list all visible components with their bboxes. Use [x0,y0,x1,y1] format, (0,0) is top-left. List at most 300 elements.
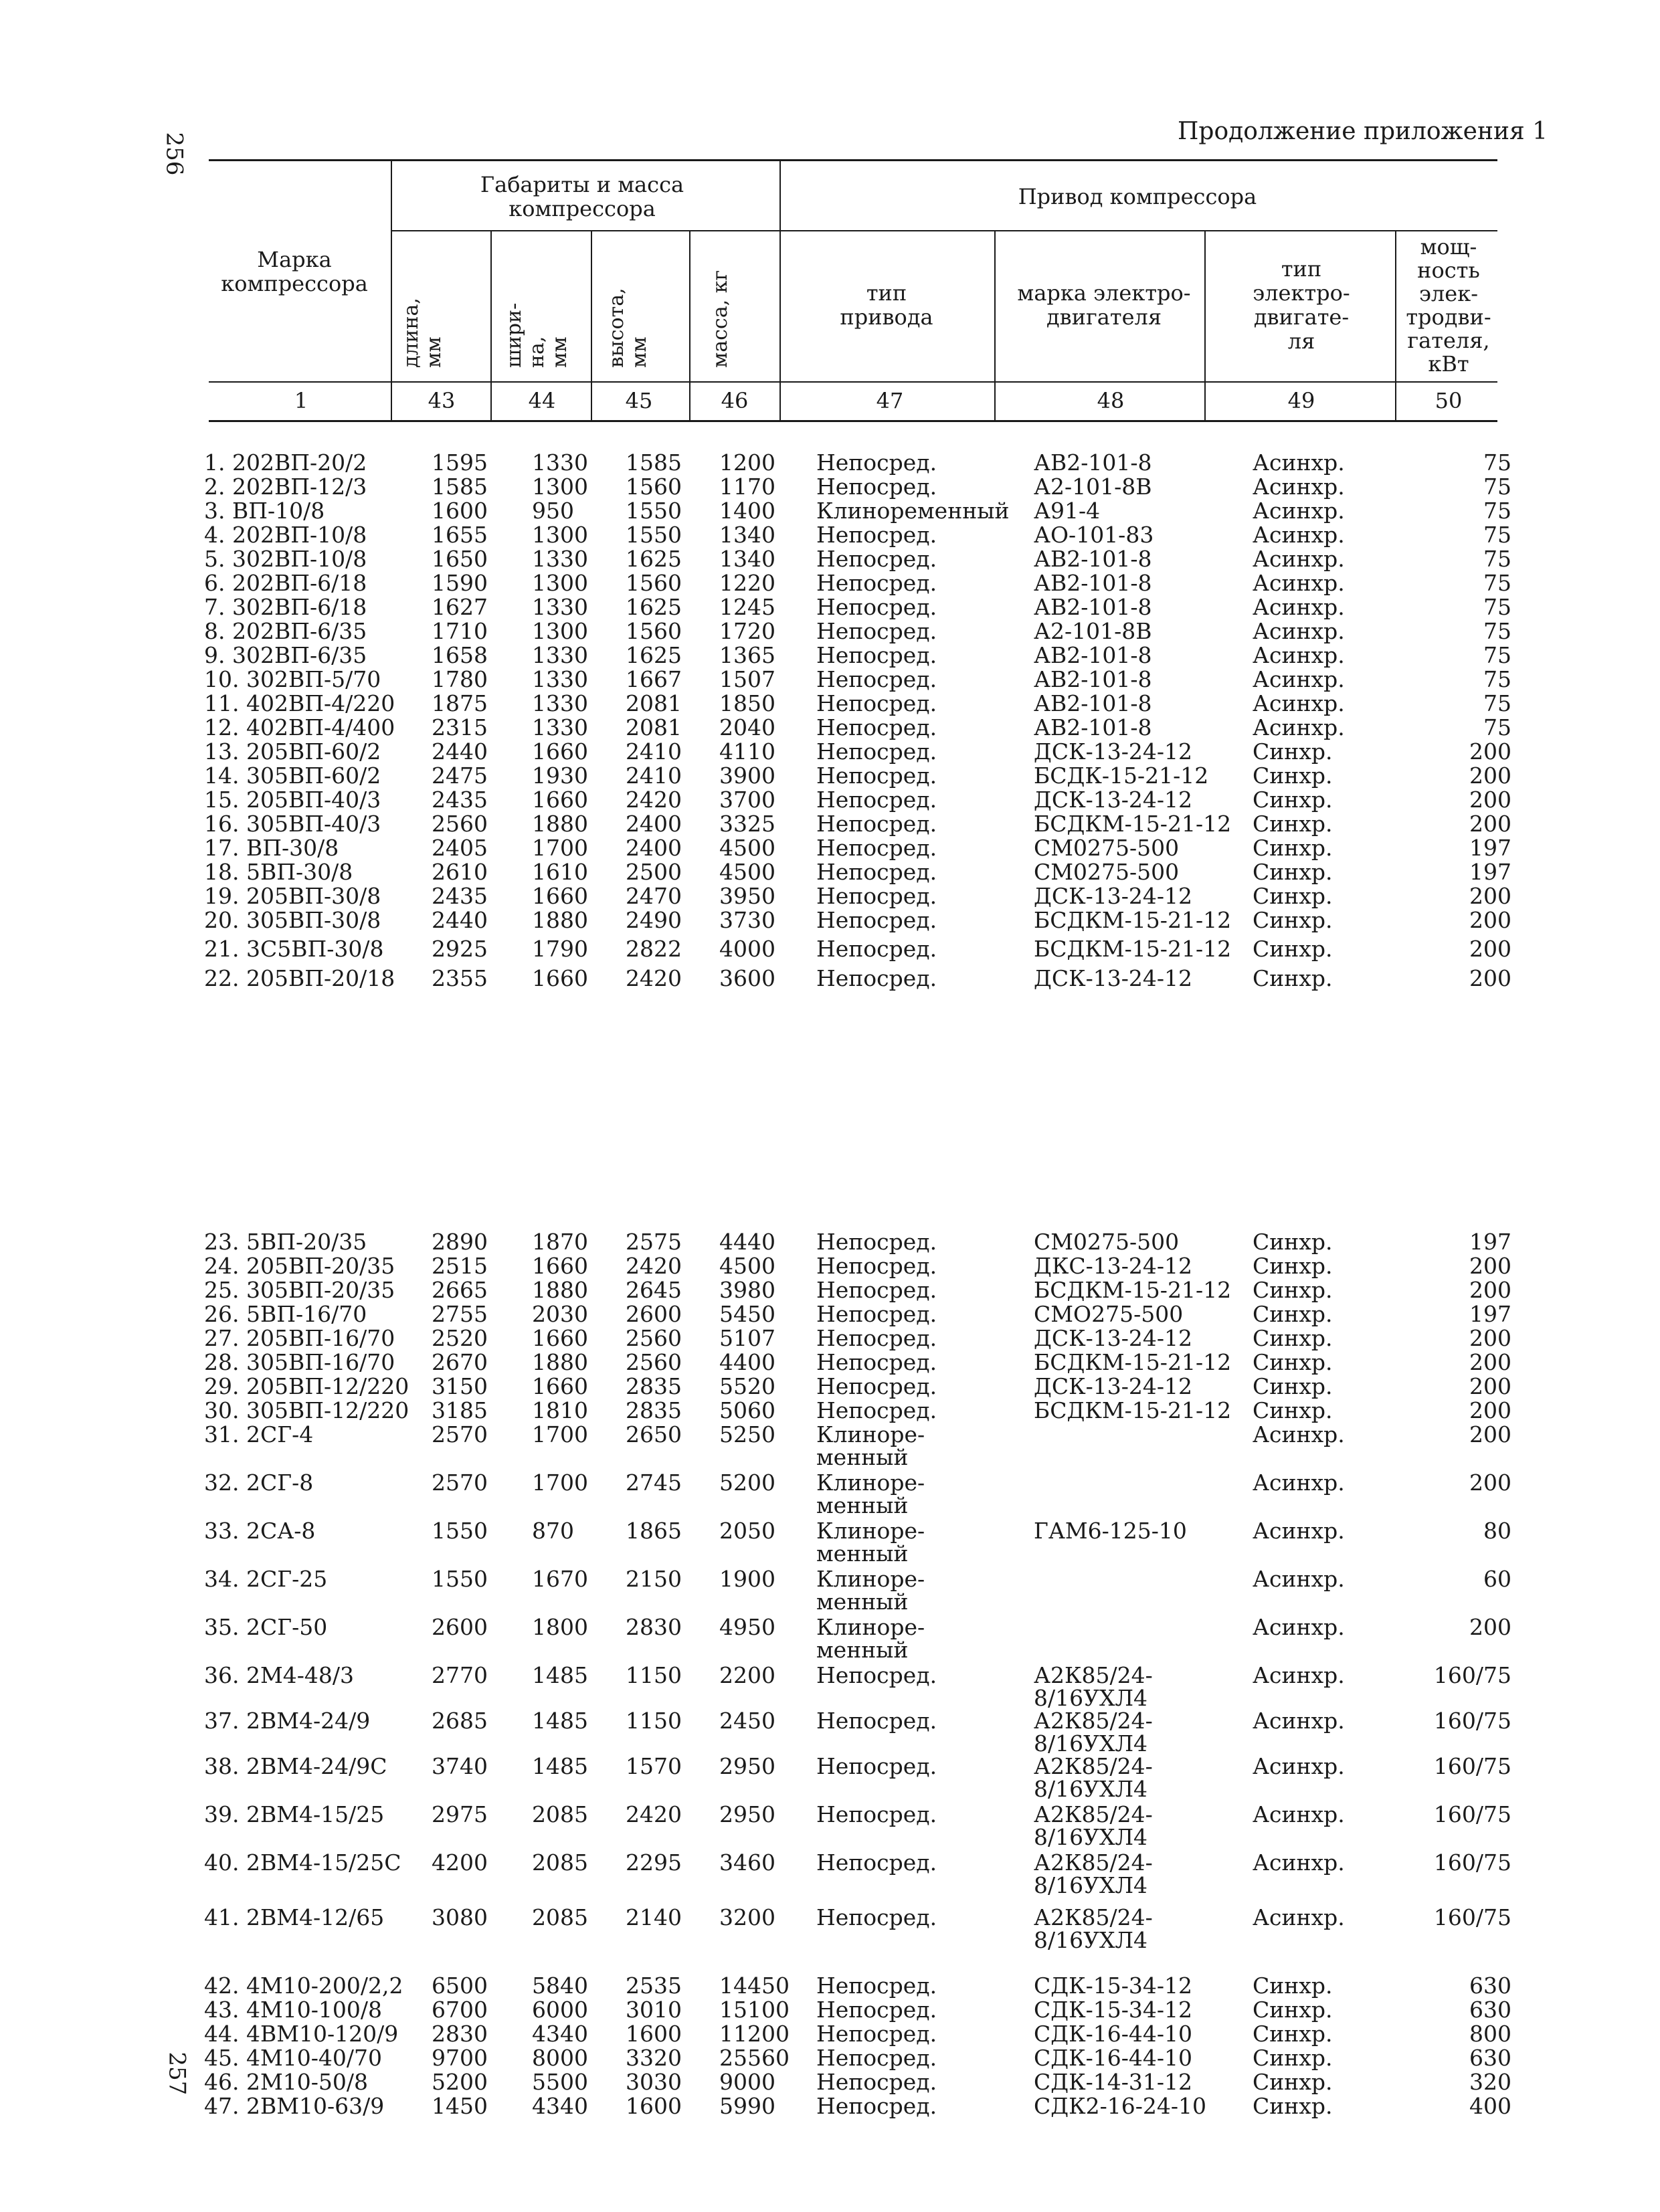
cell-height: 2400 [626,835,682,861]
cell-power: 75 [1483,570,1511,596]
cell-motor-type: Синхр. [1253,1301,1333,1327]
cell-motor-type: Асинхр. [1253,498,1345,524]
cell-motor-type: Синхр. [1253,1973,1333,1999]
cell-length: 5200 [432,2069,488,2095]
cell-mass: 4950 [719,1614,775,1640]
cell-length: 3740 [432,1753,488,1779]
header-height: высота, мм [605,288,651,368]
cell-height: 1550 [626,522,682,548]
cell-width: 1870 [532,1229,588,1255]
col-number: 44 [528,388,556,413]
header-width: шири- на, мм [502,302,571,368]
cell-motor-type: Асинхр. [1253,642,1345,668]
cell-power: 630 [1469,2045,1511,2071]
cell-mass: 9000 [719,2069,775,2095]
cell-mass: 5990 [719,2093,775,2119]
cell-motor-brand: А91-4 [1034,498,1101,524]
cell-length: 6700 [432,1997,488,2023]
col-number: 43 [428,388,456,413]
cell-width: 1330 [532,449,588,476]
cell-mark: 18. 5ВП-30/8 [204,859,353,885]
cell-height: 2140 [626,1904,682,1930]
cell-motor-brand: ДСК-13-24-12 [1034,1373,1193,1399]
cell-mark: 12. 402ВП-4/400 [204,714,395,740]
cell-length: 2685 [432,1708,488,1734]
cell-drive-type: Непосред. [816,570,937,596]
cell-height: 2470 [626,883,682,909]
cell-motor-brand: АО-101-83 [1034,522,1154,548]
cell-drive-type: Клиноременный [816,498,1010,524]
cell-mark: 45. 4М10-40/70 [204,2045,382,2071]
cell-motor-type: Асинхр. [1253,1470,1345,1496]
cell-motor-type: Асинхр. [1253,666,1345,692]
cell-width: 1330 [532,690,588,716]
cell-drive-type: Непосред. [816,1373,937,1399]
cell-width: 5500 [532,2069,588,2095]
cell-motor-brand: А2К85/24- 8/16УХЛ4 [1034,1801,1153,1850]
cell-power: 200 [1469,1325,1511,1351]
cell-power: 75 [1483,594,1511,620]
cell-motor-brand: СМ0275-500 [1034,859,1180,885]
cell-width: 1660 [532,883,588,909]
cell-drive-type: Клиноре- менный [816,1566,925,1615]
cell-length: 1627 [432,594,488,620]
cell-drive-type: Непосред. [816,1662,937,1688]
cell-width: 2085 [532,1801,588,1827]
cell-drive-type: Непосред. [816,690,937,716]
cell-length: 1590 [432,570,488,596]
cell-motor-brand: АВ2-101-8 [1034,642,1152,668]
cell-mark: 26. 5ВП-16/70 [204,1301,367,1327]
cell-length: 2475 [432,763,488,789]
cell-length: 2665 [432,1277,488,1303]
cell-mark: 35. 2СГ-50 [204,1614,328,1640]
cell-drive-type: Непосред. [816,2093,937,2119]
cell-motor-type: Синхр. [1253,1325,1333,1351]
cell-power: 200 [1469,936,1511,962]
cell-height: 2560 [626,1349,682,1375]
cell-motor-brand: А2К85/24- 8/16УХЛ4 [1034,1753,1153,1802]
cell-mass: 2950 [719,1801,775,1827]
col-number: 45 [625,388,653,413]
cell-length: 3185 [432,1397,488,1423]
col-number: 1 [294,388,308,413]
cell-length: 1550 [432,1518,488,1544]
cell-mass: 1340 [719,522,775,548]
cell-width: 1660 [532,1253,588,1279]
cell-drive-type: Непосред. [816,1849,937,1876]
cell-height: 2830 [626,1614,682,1640]
cell-motor-brand: СДК-15-34-12 [1034,1997,1193,2023]
cell-length: 2435 [432,787,488,813]
cell-motor-brand: АВ2-101-8 [1034,570,1152,596]
page-number-top: 256 [161,132,188,176]
cell-motor-brand: СДК-16-44-10 [1034,2045,1193,2071]
cell-motor-brand: СМО275-500 [1034,1301,1184,1327]
cell-length: 2435 [432,883,488,909]
cell-mass: 11200 [719,2021,790,2047]
cell-height: 2560 [626,1325,682,1351]
cell-power: 60 [1483,1566,1511,1592]
cell-drive-type: Непосред. [816,1349,937,1375]
cell-drive-type: Непосред. [816,907,937,933]
cell-mass: 4500 [719,1253,775,1279]
cell-width: 1330 [532,714,588,740]
cell-length: 3150 [432,1373,488,1399]
cell-width: 1485 [532,1662,588,1688]
cell-length: 2405 [432,835,488,861]
cell-mark: 28. 305ВП-16/70 [204,1349,395,1375]
cell-drive-type: Непосред. [816,449,937,476]
cell-height: 2150 [626,1566,682,1592]
cell-width: 1660 [532,1373,588,1399]
cell-motor-brand: ДСК-13-24-12 [1034,1325,1193,1351]
cell-motor-brand: СМ0275-500 [1034,835,1180,861]
cell-motor-type: Синхр. [1253,1397,1333,1423]
cell-motor-brand: АВ2-101-8 [1034,594,1152,620]
cell-length: 2670 [432,1349,488,1375]
cell-mass: 25560 [719,2045,790,2071]
cell-motor-brand: АВ2-101-8 [1034,714,1152,740]
cell-mass: 1720 [719,618,775,644]
cell-motor-brand: БСДК-15-21-12 [1034,763,1209,789]
cell-mass: 3900 [719,763,775,789]
cell-motor-type: Синхр. [1253,859,1333,885]
cell-motor-type: Синхр. [1253,1349,1333,1375]
cell-mark: 7. 302ВП-6/18 [204,594,367,620]
cell-width: 5840 [532,1973,588,1999]
cell-mark: 20. 305ВП-30/8 [204,907,381,933]
cell-motor-type: Асинхр. [1253,546,1345,572]
cell-length: 2560 [432,811,488,837]
cell-drive-type: Непосред. [816,522,937,548]
cell-mark: 31. 2СГ-4 [204,1421,314,1447]
cell-mass: 14450 [719,1973,790,1999]
cell-width: 1330 [532,594,588,620]
cell-motor-type: Асинхр. [1253,594,1345,620]
cell-mark: 39. 2ВМ4-15/25 [204,1801,385,1827]
cell-motor-type: Синхр. [1253,835,1333,861]
cell-power: 75 [1483,498,1511,524]
cell-mass: 4440 [719,1229,775,1255]
cell-mark: 34. 2СГ-25 [204,1566,328,1592]
cell-mass: 4400 [719,1349,775,1375]
cell-height: 1150 [626,1662,682,1688]
cell-width: 1330 [532,642,588,668]
cell-motor-type: Асинхр. [1253,1566,1345,1592]
cell-length: 2830 [432,2021,488,2047]
cell-width: 1930 [532,763,588,789]
cell-motor-brand: СДК-15-34-12 [1034,1973,1193,1999]
cell-drive-type: Клиноре- менный [816,1421,925,1470]
cell-height: 2420 [626,1253,682,1279]
cell-width: 2085 [532,1849,588,1876]
cell-power: 75 [1483,714,1511,740]
cell-mark: 16. 305ВП-40/3 [204,811,381,837]
cell-motor-brand: АВ2-101-8 [1034,546,1152,572]
cell-power: 75 [1483,666,1511,692]
cell-drive-type: Непосред. [816,835,937,861]
cell-drive-type: Непосред. [816,666,937,692]
cell-length: 1450 [432,2093,488,2119]
cell-motor-brand: АВ2-101-8 [1034,449,1152,476]
cell-drive-type: Непосред. [816,965,937,991]
cell-length: 6500 [432,1973,488,1999]
cell-length: 2440 [432,738,488,765]
cell-power: 160/75 [1433,1662,1511,1688]
cell-height: 1550 [626,498,682,524]
cell-mark: 19. 205ВП-30/8 [204,883,381,909]
cell-height: 2645 [626,1277,682,1303]
cell-motor-brand: БСДКМ-15-21-12 [1034,1349,1232,1375]
cell-height: 2650 [626,1421,682,1447]
cell-width: 1660 [532,738,588,765]
cell-motor-type: Асинхр. [1253,474,1345,500]
cell-height: 1560 [626,570,682,596]
cell-power: 630 [1469,1997,1511,2023]
cell-mark: 40. 2ВМ4-15/25С [204,1849,401,1876]
cell-width: 1700 [532,835,588,861]
cell-mark: 22. 205ВП-20/18 [204,965,395,991]
cell-height: 2500 [626,859,682,885]
col-number: 50 [1435,388,1463,413]
cell-power: 160/75 [1433,1849,1511,1876]
cell-height: 2081 [626,690,682,716]
cell-height: 1600 [626,2093,682,2119]
cell-power: 75 [1483,474,1511,500]
cell-height: 3030 [626,2069,682,2095]
cell-mass: 3700 [719,787,775,813]
cell-motor-brand: ДСК-13-24-12 [1034,738,1193,765]
cell-motor-brand: СДК-16-44-10 [1034,2021,1193,2047]
cell-mark: 29. 205ВП-12/220 [204,1373,409,1399]
cell-motor-type: Асинхр. [1253,618,1345,644]
cell-mass: 1245 [719,594,775,620]
cell-width: 1810 [532,1397,588,1423]
cell-height: 1560 [626,474,682,500]
header-motor-brand: марка электро-двигателя [1017,280,1191,330]
cell-motor-type: Синхр. [1253,936,1333,962]
cell-width: 1485 [532,1708,588,1734]
cell-mark: 33. 2СА-8 [204,1518,316,1544]
cell-mass: 4500 [719,835,775,861]
cell-motor-brand: АВ2-101-8 [1034,690,1152,716]
cell-mark: 13. 205ВП-60/2 [204,738,381,765]
cell-power: 160/75 [1433,1904,1511,1930]
cell-length: 2570 [432,1470,488,1496]
header-mass: масса, кг [709,270,732,368]
cell-power: 200 [1469,763,1511,789]
cell-length: 1650 [432,546,488,572]
cell-power: 200 [1469,787,1511,813]
col-number: 46 [721,388,749,413]
cell-height: 3320 [626,2045,682,2071]
continuation-label: Продолжение приложения 1 [1178,118,1548,145]
cell-length: 2440 [432,907,488,933]
cell-drive-type: Непосред. [816,1253,937,1279]
cell-mark: 4. 202ВП-10/8 [204,522,367,548]
cell-width: 6000 [532,1997,588,2023]
cell-motor-brand: ДСК-13-24-12 [1034,965,1193,991]
cell-motor-brand: А2-101-8В [1034,474,1152,500]
cell-length: 1875 [432,690,488,716]
cell-length: 1655 [432,522,488,548]
cell-mass: 1900 [719,1566,775,1592]
cell-motor-brand: ГАМ6-125-10 [1034,1518,1187,1544]
cell-mark: 10. 302ВП-5/70 [204,666,381,692]
cell-mark: 1. 202ВП-20/2 [204,449,367,476]
header-power: мощ-ность элек-тродви-гателя, кВт [1406,234,1491,377]
cell-mark: 30. 305ВП-12/220 [204,1397,409,1423]
cell-height: 1625 [626,546,682,572]
cell-drive-type: Клиноре- менный [816,1614,925,1663]
cell-width: 1880 [532,907,588,933]
header-mark: Марка компрессора [221,247,368,296]
cell-drive-type: Непосред. [816,2069,937,2095]
cell-mass: 1365 [719,642,775,668]
cell-power: 160/75 [1433,1753,1511,1779]
cell-power: 160/75 [1433,1801,1511,1827]
cell-length: 2890 [432,1229,488,1255]
cell-height: 1865 [626,1518,682,1544]
cell-mass: 1220 [719,570,775,596]
cell-mass: 1340 [719,546,775,572]
cell-motor-type: Асинхр. [1253,1662,1345,1688]
cell-drive-type: Клиноре- менный [816,1518,925,1567]
cell-height: 2420 [626,787,682,813]
cell-length: 1585 [432,474,488,500]
cell-mass: 3730 [719,907,775,933]
cell-width: 1485 [532,1753,588,1779]
cell-power: 200 [1469,1349,1511,1375]
cell-height: 2535 [626,1973,682,1999]
cell-mass: 15100 [719,1997,790,2023]
cell-motor-type: Синхр. [1253,1253,1333,1279]
cell-width: 1300 [532,522,588,548]
cell-mark: 14. 305ВП-60/2 [204,763,381,789]
cell-power: 200 [1469,883,1511,909]
cell-mark: 42. 4М10-200/2,2 [204,1973,403,1999]
cell-motor-type: Асинхр. [1253,1421,1345,1447]
cell-motor-brand: А2К85/24- 8/16УХЛ4 [1034,1904,1153,1953]
cell-height: 2490 [626,907,682,933]
header-drive-type: тип привода [840,280,933,330]
cell-width: 1660 [532,1325,588,1351]
cell-power: 75 [1483,522,1511,548]
cell-drive-type: Непосред. [816,1277,937,1303]
cell-height: 1150 [626,1708,682,1734]
cell-motor-brand: А2К85/24- 8/16УХЛ4 [1034,1708,1153,1756]
cell-height: 1560 [626,618,682,644]
cell-width: 1300 [532,570,588,596]
cell-mass: 1850 [719,690,775,716]
cell-mass: 2050 [719,1518,775,1544]
cell-motor-type: Синхр. [1253,907,1333,933]
cell-width: 1880 [532,811,588,837]
cell-motor-type: Синхр. [1253,2045,1333,2071]
cell-mark: 36. 2М4-48/3 [204,1662,355,1688]
cell-power: 80 [1483,1518,1511,1544]
cell-power: 200 [1469,1277,1511,1303]
cell-motor-type: Синхр. [1253,965,1333,991]
cell-mark: 23. 5ВП-20/35 [204,1229,367,1255]
cell-width: 1880 [532,1349,588,1375]
cell-length: 2610 [432,859,488,885]
cell-length: 2570 [432,1421,488,1447]
cell-motor-type: Асинхр. [1253,449,1345,476]
cell-drive-type: Непосред. [816,1301,937,1327]
cell-motor-type: Асинхр. [1253,570,1345,596]
cell-motor-brand: АВ2-101-8 [1034,666,1152,692]
cell-width: 1300 [532,474,588,500]
cell-length: 9700 [432,2045,488,2071]
cell-height: 2410 [626,738,682,765]
cell-width: 950 [532,498,574,524]
header-motor-type: тип электро-двигате-ля [1253,256,1350,354]
cell-mass: 1170 [719,474,775,500]
cell-power: 75 [1483,449,1511,476]
cell-mark: 38. 2ВМ4-24/9С [204,1753,387,1779]
cell-width: 1800 [532,1614,588,1640]
cell-mass: 5060 [719,1397,775,1423]
col-number: 48 [1097,388,1125,413]
cell-length: 2355 [432,965,488,991]
cell-motor-brand: БСДКМ-15-21-12 [1034,907,1232,933]
cell-motor-brand: ДСК-13-24-12 [1034,787,1193,813]
cell-drive-type: Непосред. [816,811,937,837]
cell-mass: 5450 [719,1301,775,1327]
cell-length: 1710 [432,618,488,644]
cell-power: 75 [1483,546,1511,572]
cell-drive-type: Клиноре- менный [816,1470,925,1518]
cell-drive-type: Непосред. [816,1325,937,1351]
cell-motor-type: Синхр. [1253,1229,1333,1255]
cell-power: 197 [1469,835,1511,861]
cell-height: 2420 [626,965,682,991]
cell-mass: 3600 [719,965,775,991]
cell-motor-brand: СДК-14-31-12 [1034,2069,1193,2095]
cell-motor-type: Асинхр. [1253,1801,1345,1827]
cell-motor-brand: А2К85/24- 8/16УХЛ4 [1034,1849,1153,1898]
cell-mass: 3460 [719,1849,775,1876]
cell-mass: 3950 [719,883,775,909]
cell-height: 1600 [626,2021,682,2047]
cell-mark: 44. 4ВМ10-120/9 [204,2021,399,2047]
cell-width: 1700 [532,1421,588,1447]
cell-mark: 11. 402ВП-4/220 [204,690,395,716]
cell-motor-brand: БСДКМ-15-21-12 [1034,1397,1232,1423]
cell-drive-type: Непосред. [816,1229,937,1255]
cell-mass: 2950 [719,1753,775,1779]
cell-width: 8000 [532,2045,588,2071]
cell-mark: 41. 2ВМ4-12/65 [204,1904,385,1930]
cell-mass: 3325 [719,811,775,837]
cell-power: 200 [1469,1421,1511,1447]
cell-power: 630 [1469,1973,1511,1999]
cell-power: 800 [1469,2021,1511,2047]
cell-mass: 1400 [719,498,775,524]
cell-height: 2420 [626,1801,682,1827]
cell-mark: 24. 205ВП-20/35 [204,1253,395,1279]
cell-power: 200 [1469,738,1511,765]
cell-power: 200 [1469,1614,1511,1640]
cell-width: 1330 [532,546,588,572]
cell-width: 2030 [532,1301,588,1327]
cell-width: 1610 [532,859,588,885]
cell-mark: 17. ВП-30/8 [204,835,339,861]
cell-height: 2835 [626,1373,682,1399]
header-dimensions-group: Габариты и масса компрессора [480,172,684,221]
